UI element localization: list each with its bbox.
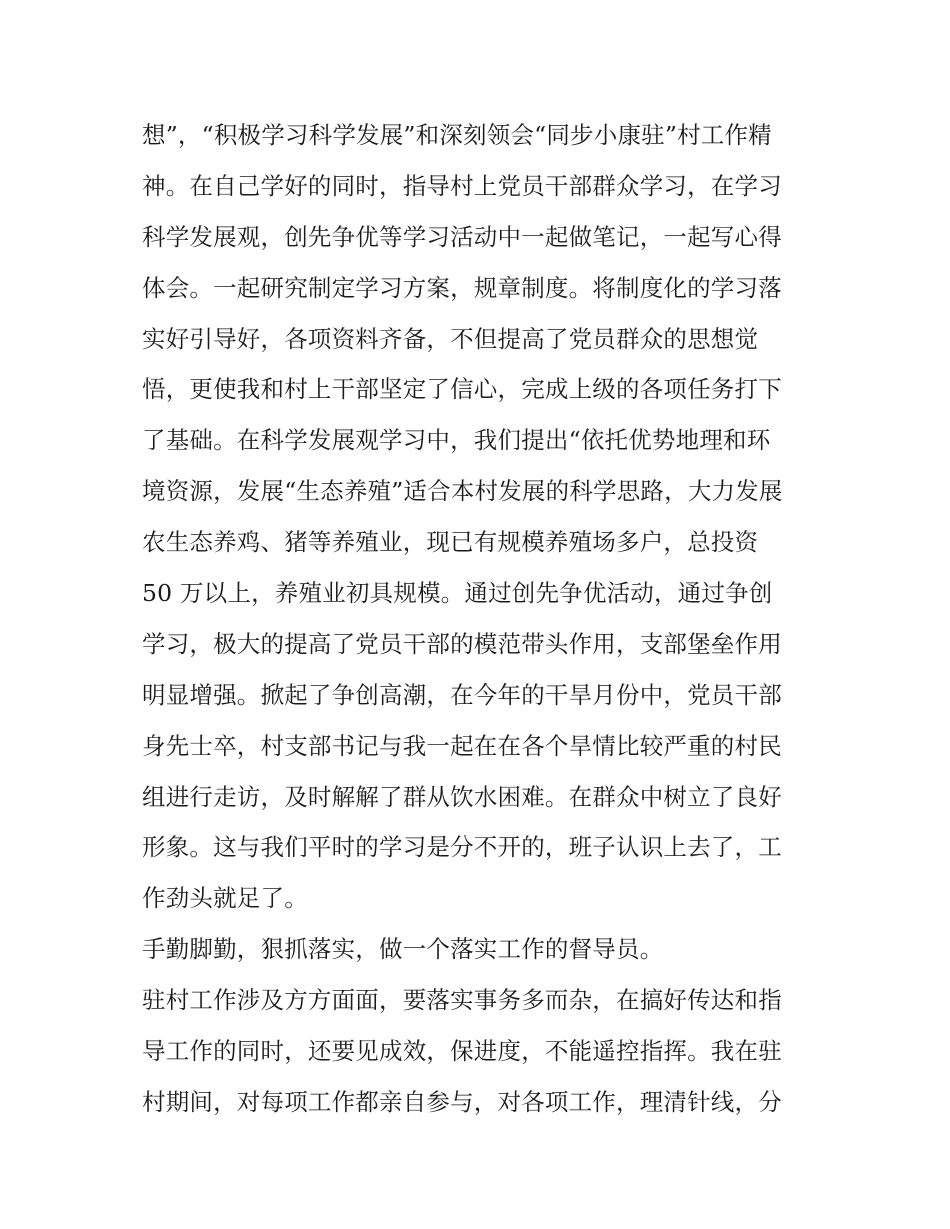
- text-line: 科学发展观，创先争优等学习活动中一起做笔记，一起写心得: [142, 222, 782, 251]
- text-line: 明显增强。掀起了争创高潮，在今年的干旱月份中，党员干部: [142, 680, 782, 709]
- text-line: 作劲头就足了。: [142, 884, 308, 913]
- text-line: 驻村工作涉及方方面面，要落实事务多而杂，在搞好传达和指: [142, 986, 782, 1015]
- text-line: 悟，更使我和村上干部坚定了信心，完成上级的各项任务打下: [142, 375, 782, 404]
- text-line: 村期间，对每项工作都亲自参与，对各项工作，理清针线，分: [142, 1087, 782, 1116]
- text-line: 想”，“积极学习科学发展”和深刻领会“同步小康驻”村工作精: [142, 121, 772, 149]
- text-line: 体会。一起研究制定学习方案，规章制度。将制度化的学习落: [142, 273, 782, 302]
- text-line: 实好引导好，各项资料齐备，不但提高了党员群众的思想觉: [142, 324, 759, 353]
- text-line: 神。在自己学好的同时，指导村上党员干部群众学习，在学习: [142, 171, 782, 200]
- text-line: 导工作的同时，还要见成效，保进度，不能遥控指挥。我在驻: [142, 1037, 782, 1066]
- text-line: 了基础。在科学发展观学习中，我们提出“依托优势地理和环: [142, 426, 771, 455]
- text-line: 组进行走访，及时解解了群从饮水困难。在群众中树立了良好: [142, 782, 782, 811]
- text-line: 境资源，发展“生态养殖”适合本村发展的科学思路，大力发展: [142, 477, 783, 506]
- text-line: 学习，极大的提高了党员干部的模范带头作用，支部堡垒作用: [142, 629, 782, 658]
- text-line: 身先士卒，村支部书记与我一起在在各个旱情比较严重的村民: [142, 731, 782, 760]
- section-heading: 手勤脚勤，狠抓落实，做一个落实工作的督导员。: [142, 935, 664, 964]
- text-line: 农生态养鸡、猪等养殖业，现已有规模养殖场多户，总投资: [142, 528, 759, 557]
- text-line: 50 万以上，养殖业初具规模。通过创先争优活动，通过争创: [142, 579, 773, 608]
- body-text: [142, 110, 822, 1128]
- text-line: 形象。这与我们平时的学习是分不开的，班子认识上去了，工: [142, 833, 782, 862]
